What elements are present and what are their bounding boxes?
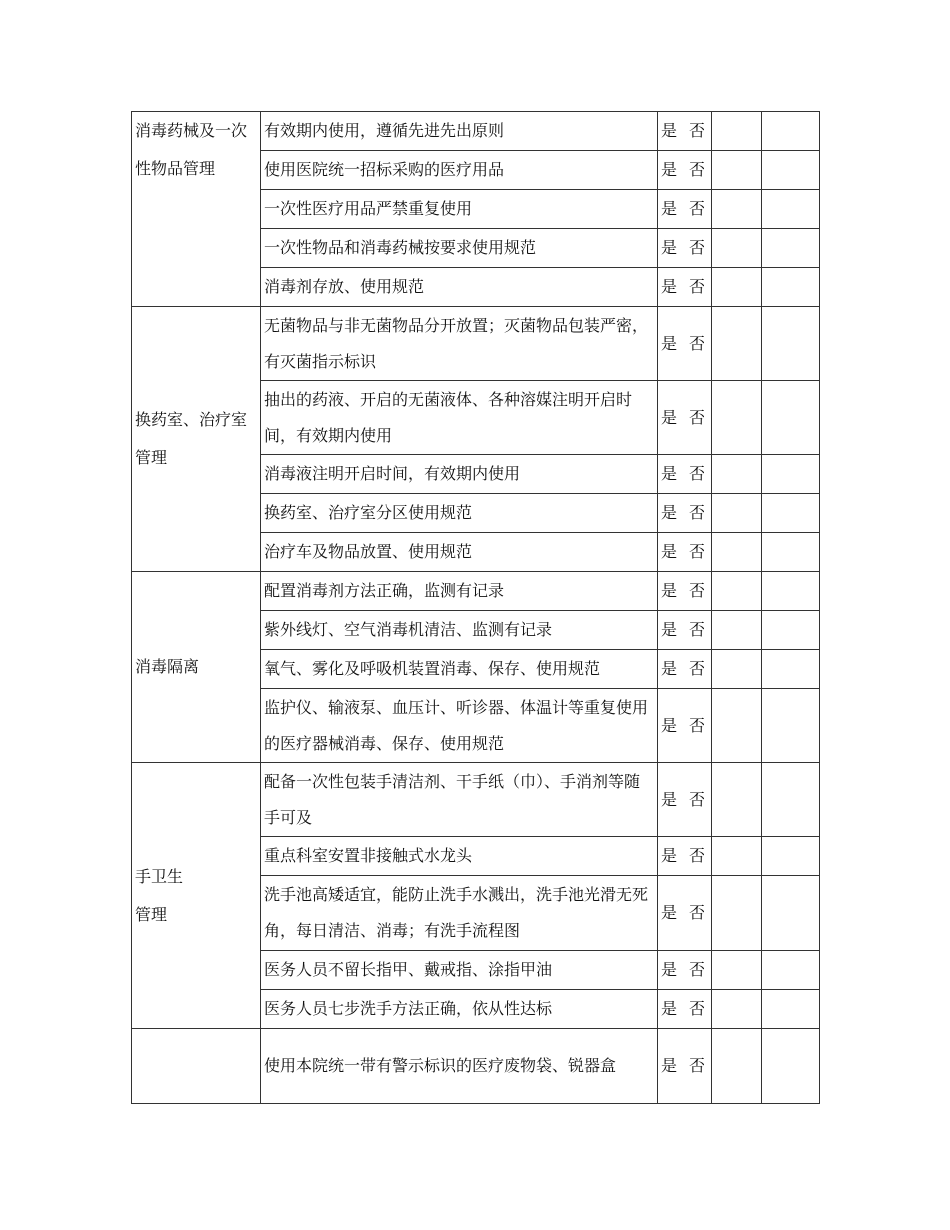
yes-no-cell xyxy=(658,112,712,151)
blank-cell xyxy=(712,455,762,494)
item-text: 消毒剂存放、使用规范 xyxy=(261,268,658,307)
item-text: 无菌物品与非无菌物品分开放置；灭菌物品包装严密，有灭菌指示标识 xyxy=(261,307,658,381)
item-text: 紫外线灯、空气消毒机清洁、监测有记录 xyxy=(261,611,658,650)
item-text: 重点科室安置非接触式水龙头 xyxy=(261,837,658,876)
yes-no-cell xyxy=(658,533,712,572)
item-text: 使用医院统一招标采购的医疗用品 xyxy=(261,151,658,190)
yes-option[interactable]: 是 xyxy=(661,620,678,639)
yes-no-cell xyxy=(658,1029,712,1104)
item-text: 监护仪、输液泵、血压计、听诊器、体温计等重复使用的医疗器械消毒、保存、使用规范 xyxy=(261,689,658,763)
item-text: 有效期内使用，遵循先进先出原则 xyxy=(261,112,658,151)
no-option[interactable]: 否 xyxy=(689,903,706,922)
yes-option[interactable]: 是 xyxy=(661,960,678,979)
yes-option[interactable]: 是 xyxy=(661,999,678,1018)
category-label: 消毒药械及一次性物品管理 xyxy=(135,121,248,178)
no-option[interactable]: 否 xyxy=(689,960,706,979)
yes-no-cell xyxy=(658,876,712,951)
no-option[interactable]: 否 xyxy=(689,277,706,296)
yes-option[interactable]: 是 xyxy=(661,715,678,735)
yes-no-cell xyxy=(658,229,712,268)
no-option[interactable]: 否 xyxy=(689,333,706,353)
yes-option[interactable]: 是 xyxy=(661,846,678,865)
yes-option[interactable]: 是 xyxy=(661,199,678,218)
blank-cell xyxy=(762,229,820,268)
no-option[interactable]: 否 xyxy=(689,659,706,678)
no-option[interactable]: 否 xyxy=(689,160,706,179)
item-text: 治疗车及物品放置、使用规范 xyxy=(261,533,658,572)
blank-cell xyxy=(712,763,762,837)
table-row xyxy=(132,572,820,611)
blank-cell xyxy=(712,229,762,268)
yes-option[interactable]: 是 xyxy=(661,121,678,140)
blank-cell xyxy=(712,268,762,307)
no-option[interactable]: 否 xyxy=(689,789,706,809)
no-option[interactable]: 否 xyxy=(689,846,706,865)
blank-cell xyxy=(762,990,820,1029)
blank-cell xyxy=(712,837,762,876)
blank-cell xyxy=(762,455,820,494)
blank-cell xyxy=(712,951,762,990)
blank-cell xyxy=(712,650,762,689)
yes-no-cell xyxy=(658,572,712,611)
blank-cell xyxy=(762,1029,820,1104)
blank-cell xyxy=(762,951,820,990)
no-option[interactable]: 否 xyxy=(689,620,706,639)
no-option[interactable]: 否 xyxy=(689,542,706,561)
item-text: 消毒液注明开启时间，有效期内使用 xyxy=(261,455,658,494)
category-label-line2: 管理 xyxy=(135,904,168,924)
no-option[interactable]: 否 xyxy=(689,199,706,218)
yes-no-cell xyxy=(658,611,712,650)
blank-cell xyxy=(762,611,820,650)
yes-option[interactable]: 是 xyxy=(661,407,678,427)
table-row xyxy=(132,307,820,381)
yes-no-cell xyxy=(658,190,712,229)
yes-option[interactable]: 是 xyxy=(661,659,678,678)
yes-option[interactable]: 是 xyxy=(661,903,678,922)
blank-cell xyxy=(762,307,820,381)
item-text: 氧气、雾化及呼吸机装置消毒、保存、使用规范 xyxy=(261,650,658,689)
yes-option[interactable]: 是 xyxy=(661,160,678,179)
item-text: 配备一次性包装手清洁剂、干手纸（巾）、手消剂等随手可及 xyxy=(261,763,658,837)
table-row xyxy=(132,1029,820,1104)
item-text: 换药室、治疗室分区使用规范 xyxy=(261,494,658,533)
yes-no-cell xyxy=(658,837,712,876)
blank-cell xyxy=(762,533,820,572)
no-option[interactable]: 否 xyxy=(689,407,706,427)
yes-option[interactable]: 是 xyxy=(661,464,678,483)
no-option[interactable]: 否 xyxy=(689,464,706,483)
item-text: 一次性医疗用品严禁重复使用 xyxy=(261,190,658,229)
no-option[interactable]: 否 xyxy=(689,1056,706,1075)
blank-cell xyxy=(712,876,762,951)
yes-no-cell xyxy=(658,307,712,381)
yes-no-cell xyxy=(658,951,712,990)
table-row xyxy=(132,763,820,837)
no-option[interactable]: 否 xyxy=(689,503,706,522)
item-text: 抽出的药液、开启的无菌液体、各种溶媒注明开启时间，有效期内使用 xyxy=(261,381,658,455)
blank-cell xyxy=(762,689,820,763)
item-text: 洗手池高矮适宜，能防止洗手水溅出，洗手池光滑无死角，每日清洁、消毒；有洗手流程图 xyxy=(261,876,658,951)
blank-cell xyxy=(712,572,762,611)
yes-no-cell xyxy=(658,689,712,763)
category-cell xyxy=(132,112,261,307)
no-option[interactable]: 否 xyxy=(689,715,706,735)
category-cell xyxy=(132,763,261,1029)
no-option[interactable]: 否 xyxy=(689,121,706,140)
blank-cell xyxy=(712,307,762,381)
item-text: 医务人员不留长指甲、戴戒指、涂指甲油 xyxy=(261,951,658,990)
category-cell xyxy=(132,572,261,763)
yes-no-cell xyxy=(658,381,712,455)
blank-cell xyxy=(712,689,762,763)
blank-cell xyxy=(712,1029,762,1104)
blank-cell xyxy=(712,190,762,229)
blank-cell xyxy=(712,990,762,1029)
yes-no-cell xyxy=(658,268,712,307)
no-option[interactable]: 否 xyxy=(689,581,706,600)
blank-cell xyxy=(762,151,820,190)
yes-option[interactable]: 是 xyxy=(661,581,678,600)
blank-cell xyxy=(762,837,820,876)
blank-cell xyxy=(712,151,762,190)
category-cell xyxy=(132,1029,261,1104)
blank-cell xyxy=(712,112,762,151)
table-row xyxy=(132,112,820,151)
blank-cell xyxy=(762,112,820,151)
yes-no-cell xyxy=(658,494,712,533)
yes-no-cell xyxy=(658,990,712,1029)
item-text: 一次性物品和消毒药械按要求使用规范 xyxy=(261,229,658,268)
yes-option[interactable]: 是 xyxy=(661,1056,678,1075)
category-label-line1: 手卫生 xyxy=(135,866,184,886)
blank-cell xyxy=(712,533,762,572)
no-option[interactable]: 否 xyxy=(689,999,706,1018)
category-label: 换药室、治疗室管理 xyxy=(135,410,248,467)
blank-cell xyxy=(762,650,820,689)
blank-cell xyxy=(712,611,762,650)
inspection-checklist-table xyxy=(131,111,820,1104)
blank-cell xyxy=(762,381,820,455)
yes-option[interactable]: 是 xyxy=(661,503,678,522)
category-label: 消毒隔离 xyxy=(135,657,200,676)
item-text: 配置消毒剂方法正确，监测有记录 xyxy=(261,572,658,611)
yes-no-cell xyxy=(658,650,712,689)
yes-no-cell xyxy=(658,151,712,190)
yes-option[interactable]: 是 xyxy=(661,542,678,561)
yes-option[interactable]: 是 xyxy=(661,789,678,809)
item-text: 使用本院统一带有警示标识的医疗废物袋、锐器盒 xyxy=(261,1029,658,1104)
blank-cell xyxy=(762,268,820,307)
yes-option[interactable]: 是 xyxy=(661,333,678,353)
category-cell xyxy=(132,307,261,572)
blank-cell xyxy=(762,494,820,533)
yes-option[interactable]: 是 xyxy=(661,238,678,257)
blank-cell xyxy=(762,190,820,229)
yes-option[interactable]: 是 xyxy=(661,277,678,296)
blank-cell xyxy=(762,763,820,837)
blank-cell xyxy=(762,876,820,951)
blank-cell xyxy=(712,381,762,455)
no-option[interactable]: 否 xyxy=(689,238,706,257)
yes-no-cell xyxy=(658,763,712,837)
item-text: 医务人员七步洗手方法正确，依从性达标 xyxy=(261,990,658,1029)
blank-cell xyxy=(712,494,762,533)
blank-cell xyxy=(762,572,820,611)
yes-no-cell xyxy=(658,455,712,494)
